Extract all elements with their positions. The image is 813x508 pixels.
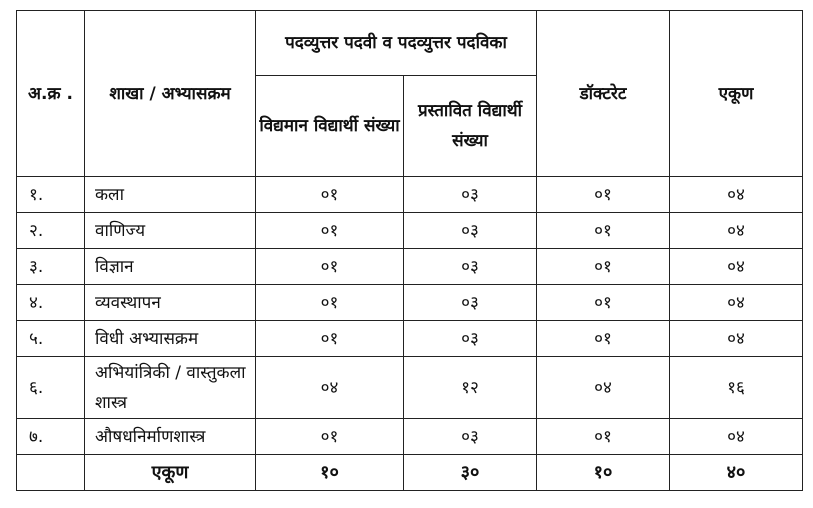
row-doctorate: ०४ xyxy=(537,357,670,419)
row-total: ०४ xyxy=(670,177,803,213)
row-total: ०४ xyxy=(670,419,803,455)
row-existing: ०१ xyxy=(256,285,404,321)
row-branch: औषधनिर्माणशास्त्र xyxy=(85,419,256,455)
header-proposed: प्रस्तावित विद्यार्थी संख्या xyxy=(404,76,537,177)
row-existing: ०४ xyxy=(256,357,404,419)
row-total: १६ xyxy=(670,357,803,419)
row-branch: वाणिज्य xyxy=(85,213,256,249)
row-doctorate: ०१ xyxy=(537,249,670,285)
row-existing: ०१ xyxy=(256,249,404,285)
row-total: ०४ xyxy=(670,249,803,285)
row-proposed: ०३ xyxy=(404,249,537,285)
row-serial: ६. xyxy=(17,357,85,419)
row-doctorate: ०१ xyxy=(537,177,670,213)
total-existing: १० xyxy=(256,455,404,491)
table-row xyxy=(17,249,803,285)
row-proposed: ०३ xyxy=(404,213,537,249)
header-doctorate: डॉक्टरेट xyxy=(537,11,670,177)
table-row xyxy=(17,177,803,213)
row-serial: ५. xyxy=(17,321,85,357)
header-pg-group: पदव्युत्तर पदवी व पदव्युत्तर पदविका xyxy=(256,11,537,76)
student-intake-table xyxy=(16,10,803,491)
row-branch: अभियांत्रिकी / वास्तुकला शास्त्र xyxy=(85,357,256,419)
table-row xyxy=(17,357,803,419)
row-doctorate: ०१ xyxy=(537,213,670,249)
table-body xyxy=(17,177,803,491)
row-proposed: ०३ xyxy=(404,321,537,357)
row-existing: ०१ xyxy=(256,177,404,213)
header-serial: अ.क्र . xyxy=(17,11,85,177)
total-row-empty xyxy=(17,455,85,491)
row-proposed: ०३ xyxy=(404,285,537,321)
header-total: एकूण xyxy=(670,11,803,177)
table-row xyxy=(17,285,803,321)
row-proposed: १२ xyxy=(404,357,537,419)
row-serial: ३. xyxy=(17,249,85,285)
row-total: ०४ xyxy=(670,285,803,321)
row-serial: ४. xyxy=(17,285,85,321)
row-doctorate: ०१ xyxy=(537,285,670,321)
row-proposed: ०३ xyxy=(404,419,537,455)
total-row xyxy=(17,455,803,491)
total-proposed: ३० xyxy=(404,455,537,491)
row-doctorate: ०१ xyxy=(537,321,670,357)
row-total: ०४ xyxy=(670,321,803,357)
total-doctorate: १० xyxy=(537,455,670,491)
table-row xyxy=(17,321,803,357)
row-serial: १. xyxy=(17,177,85,213)
row-branch: कला xyxy=(85,177,256,213)
row-branch: विधी अभ्यासक्रम xyxy=(85,321,256,357)
table-row xyxy=(17,419,803,455)
row-total: ०४ xyxy=(670,213,803,249)
row-serial: ७. xyxy=(17,419,85,455)
row-branch: विज्ञान xyxy=(85,249,256,285)
row-existing: ०१ xyxy=(256,419,404,455)
row-serial: २. xyxy=(17,213,85,249)
row-existing: ०१ xyxy=(256,213,404,249)
table-row xyxy=(17,213,803,249)
row-existing: ०१ xyxy=(256,321,404,357)
row-doctorate: ०१ xyxy=(537,419,670,455)
header-existing: विद्यमान विद्यार्थी संख्या xyxy=(256,76,404,177)
header-branch: शाखा / अभ्यासक्रम xyxy=(85,11,256,177)
row-branch: व्यवस्थापन xyxy=(85,285,256,321)
total-total: ४० xyxy=(670,455,803,491)
total-label: एकूण xyxy=(85,455,256,491)
row-proposed: ०३ xyxy=(404,177,537,213)
